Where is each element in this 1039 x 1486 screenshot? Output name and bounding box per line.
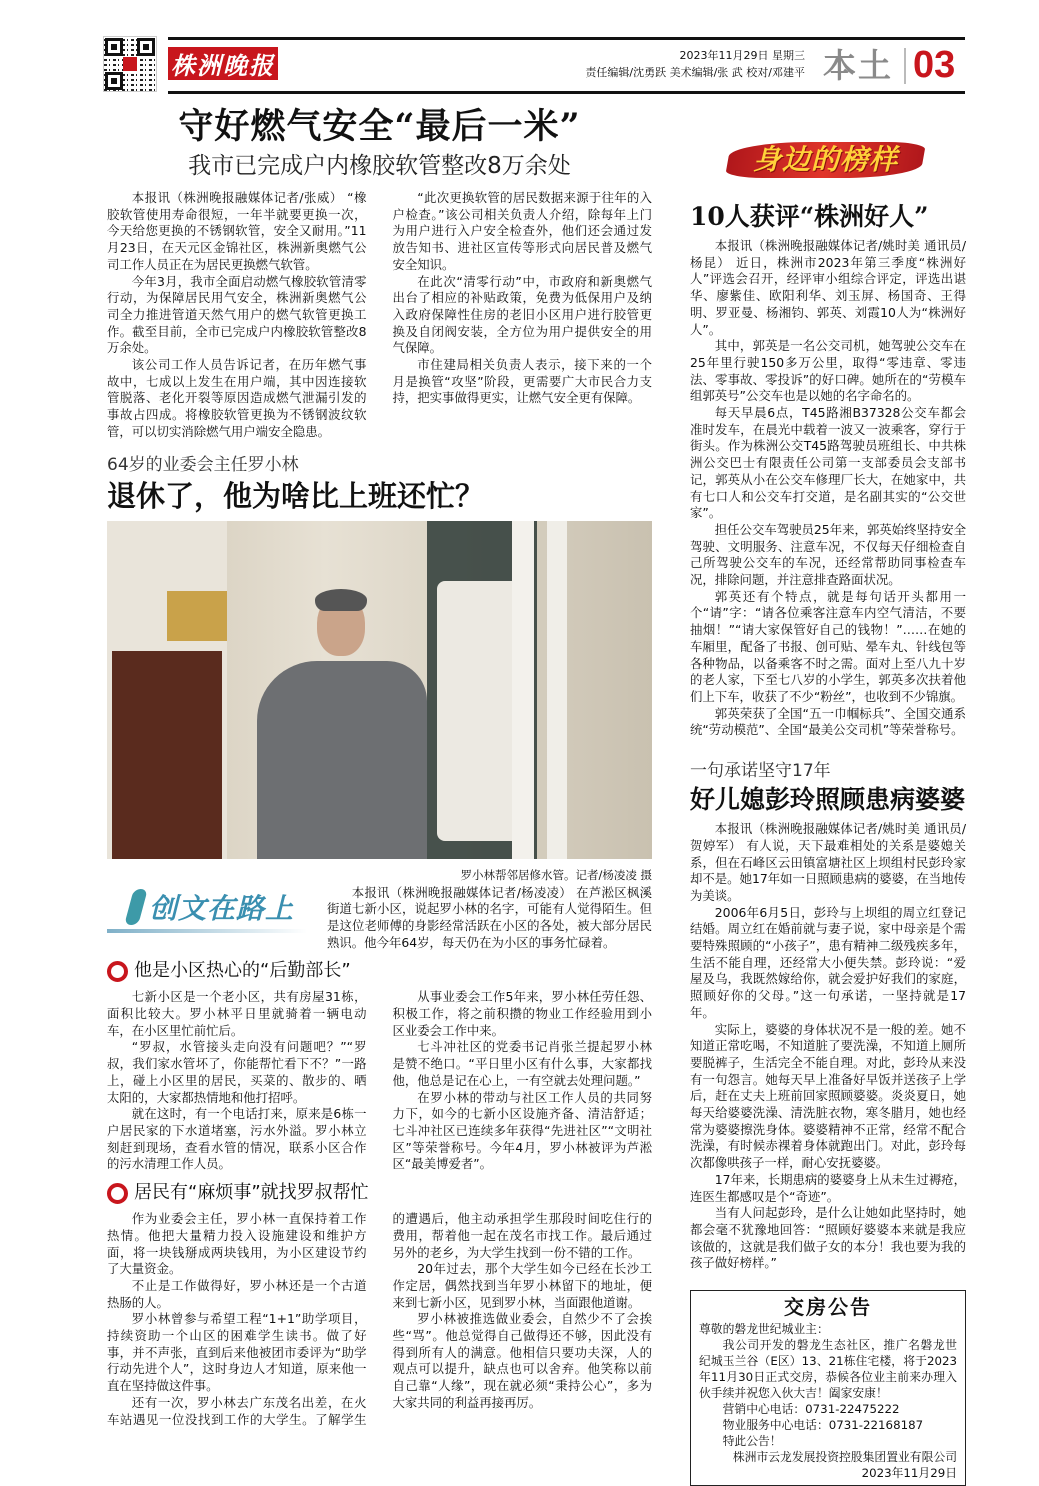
paragraph: 七新小区是一个老小区，共有房屋31栋，面积比较大。罗小林平日里就骑着一辆电动车，在小区里忙前忙后。 (107, 989, 367, 1038)
paragraph: “此次更换软管的居民数据来源于往年的入户检查。”该公司相关负责人介绍，除每年上门为用户进行入户安全检查外，他们还会通过发放告知书、进社区宣传等形式向居民普及燃气安全知识。 (392, 190, 652, 272)
notice-service-phone: 物业服务中心电话：0731-22168187 (722, 1418, 924, 1433)
notice-sales-phone: 营销中心电话：0731-22475222 (722, 1402, 900, 1417)
section-heading-2 (107, 1181, 652, 1205)
paragraph: 担任公交车驾驶员25年来，郭英始终坚持安全驾驶、文明服务、注意车况，不仅每天仔细检查自己所驾驶公交车的车况，还经常帮助同事检查车况，排除问题，并注意排查路面状况。 (690, 521, 966, 588)
section-divider (904, 48, 906, 84)
role-model-badge: 身边的榜样 (728, 134, 923, 186)
notice-closing: 特此公告！ (722, 1434, 782, 1449)
paragraph: 本报讯（株洲晚报融媒体记者/张威） “橡胶软管使用寿命很短，一年半就要更换一次，今天给您更换的不锈钢软管，安全又耐用。”11月23日，在天元区金锦社区，株洲新奥燃气公司工作人员正在为居民更换燃气软管。 (107, 190, 367, 272)
section-name: 本土 (823, 46, 893, 85)
paragraph: 罗小林被推选做业委会，自然少不了会挨些“骂”。他总觉得自己做得还不够，因此没有得到所有人的满意。他相信只要功夫深，人的观点可以提升，缺点也可以舍弃。他笑称以前自己靠“人缘”，现在就必须“秉持公心”，多为大家共同的利益再接再厉。 (392, 1311, 652, 1410)
paragraph: 每天早晨6点，T45路湘B37328公交车都会准时发车，在晨光中载着一波又一波乘客，穿行于街头。作为株洲公交T45路驾驶员班组长、中共株洲公交巴士有限责任公司第一支部委员会支部书记，郭英从小在公交车修理厂长大，在她家中，共有七口人和公交车打交道，是名副其实的“公交世家”。 (690, 405, 966, 521)
paragraph: 该公司工作人员告诉记者，在历年燃气事故中，七成以上发生在用户端，其中因连接软管脱落、老化开裂等原因造成燃气泄漏引发的事故占四成。将橡胶软管更换为不锈钢波纹软管，可以切实消除燃气用户端安全隐患。 (107, 357, 367, 439)
story1-headline: 10人获评“株洲好人” (690, 202, 929, 231)
column-logo-chuangwen: 创文在路上 (107, 885, 307, 937)
notice-body: 我公司开发的磐龙生态社区，推广名磐龙世纪城玉兰谷（E区）13、21栋住宅楼，将于2023年11月30日正式交房，恭候各位业主前来办理入伙手续并祝您入伙大吉！阖家安康！ (699, 1338, 957, 1401)
paragraph: 20年过去，那个大学生如今已经在长沙工作定居，偶然找到当年罗小林留下的地址，便来到七新小区，见到罗小林，当面跟他道谢。 (392, 1261, 652, 1310)
paragraph: 从事业委会工作5年来，罗小林任劳任怨、积极工作，将之前积攒的物业工作经验用到小区业委会工作中来。 (392, 989, 652, 1038)
paragraph: 本报讯（株洲晚报融媒体记者/杨凌凌） 在芦淞区枫溪街道七新小区，说起罗小林的名字，可能有人觉得陌生。但是这位老师傅的身影经常活跃在小区的各处，被大部分居民熟识。他今年64岁，每天仍在为小区的事务忙碌着。 (327, 884, 652, 950)
housing-notice-box (690, 1290, 966, 1486)
paragraph: 七斗冲社区的党委书记肖张兰提起罗小林是赞不绝口。“平日里小区有什么事，大家都找他，他总是记在心上，一有空就去处理问题。” (392, 1039, 652, 1088)
paragraph: 不止是工作做得好，罗小林还是一个古道热肠的人。 (107, 1277, 367, 1310)
paragraph: 市住建局相关负责人表示，接下来的一个月是换管“攻坚”阶段，更需要广大市民合力支持，把实事做得更实，让燃气安全更有保障。 (392, 357, 652, 406)
paragraph: 本报讯（株洲晚报融媒体记者/姚时美 通讯员/杨昆） 近日，株洲市2023年第三季度“株洲好人”评选会召开，经评审小组综合评定，评选出谌华、廖紫佳、欧阳利华、刘玉屏、杨国奇、王得明、罗亚曼、杨湘钧、郭英、刘霞10人为“株洲好人”。 (690, 238, 966, 337)
second-lead (327, 885, 652, 952)
story2-kicker: 一句承诺坚守17年 (690, 761, 831, 782)
lead-subheadline: 我市已完成户内橡胶软管整改8万余处 (188, 153, 571, 179)
paragraph: 还有一次，罗小林去广东茂名出差，在火车站遇见一位没找到工作的大学生。了解学生的遭遇后，他主动承担学生那段时间吃住行的费用，帮着他一起在茂名市找工作。最后通过另外的老乡，为大学生找到一份不错的工作。 (107, 1211, 652, 1427)
lead-headline: 守好燃气安全“最后一米” (178, 106, 581, 147)
section-heading-text: 居民有“麻烦事”就找罗叔帮忙 (134, 1182, 369, 1204)
notice-salutation: 尊敬的磐龙世纪城业主： (699, 1322, 829, 1337)
left-column (107, 104, 652, 1428)
notice-date: 2023年11月29日 (861, 1466, 957, 1481)
qr-code (103, 36, 157, 92)
right-column (690, 134, 966, 1486)
paragraph: 17年来，长期患病的婆婆身上从未生过褥疮，连医生都感叹是个“奇迹”。 (690, 1171, 966, 1204)
notice-title: 交房公告 (784, 1295, 872, 1320)
paragraph: 在罗小林的带动与社区工作人员的共同努力下，如今的七新小区设施齐备、清洁舒适；七斗冲社区已连续多年获得“先进社区”“文明社区”等荣誉称号。今年4月，罗小林被评为芦淞区“最美博爱者”。 (392, 1089, 652, 1172)
story1-body (690, 238, 966, 739)
photo-caption: 罗小林帮邻居修水管。记者/杨凌凌 摄 (460, 867, 652, 882)
section-2-body (107, 1211, 652, 1428)
paragraph: 在此次“清零行动”中，市政府和新奥燃气出台了相应的补贴政策，免费为低保用户及纳入政府保障性住房的老旧小区用户进行胶管更换及自闭阀安装，全方位为用户提供安全的用气保障。 (392, 273, 652, 356)
paragraph: 本报讯（株洲晚报融媒体记者/姚时美 通讯员/贺婷军） 有人说，天下最难相处的关系是婆媳关系，但在石峰区云田镇富塘社区上坝组村民彭玲家却不是。她17年如一日照顾患病的婆婆，在当地传为美谈。 (690, 821, 966, 903)
newspaper-logo: 株洲晚报 (168, 47, 278, 80)
notice-company: 株洲市云龙发展投资控股集团置业有限公司 (732, 1450, 957, 1465)
section-1-body (107, 989, 652, 1173)
paragraph: 郭英荣获了全国“五一巾帼标兵”、全国交通系统“劳动模范”、全国“最美公交司机”等荣誉称号。 (690, 705, 966, 738)
story2-headline: 好儿媳彭玲照顾患病婆婆 (690, 785, 966, 815)
page-number: 03 (913, 44, 956, 86)
circle-bullet-icon (107, 1183, 128, 1204)
masthead-bottom-rule (168, 91, 965, 94)
paragraph: 郭英还有个特点，就是每句话开头都用一个“请”字：“请各位乘客注意车内空气清洁，不要抽烟！”“请大家保管好自己的钱物！”……在她的车厢里，配备了书报、创可贴、晕车丸、针线包等各种物品，以备乘客不时之需。面对上至八九十岁的老人家，下至七八岁的小学生，郭英多次扶着他们上下车，收获了不少“粉丝”，也收到不少锦旗。 (690, 588, 966, 704)
paragraph: 实际上，婆婆的身体状况不是一般的差。她不知道正常吃喝，不知道脏了要洗澡，不知道上厕所要脱裤子，生活完全不能自理。对此，彭玲从来没有一句怨言。她每天早上准备好早饭并送孩子上学后，赶在丈夫上班前回家照顾婆婆。炎炎夏日，她每天给婆婆洗澡、清洗脏衣物，寒冬腊月，她也经常为婆婆擦洗身体。婆婆精神不正常，经常不配合洗澡，有时候赤裸着身体就跑出门。对此，彭玲每次都像哄孩子一样，耐心安抚婆婆。 (690, 1021, 966, 1171)
section-heading-text: 他是小区热心的“后勤部长” (134, 960, 351, 982)
section-heading-1 (107, 959, 652, 983)
circle-bullet-icon (107, 961, 128, 982)
story2-body (690, 821, 966, 1272)
paragraph: “罗叔，水管接头走向没有问题吧？”“罗叔，我们家水管坏了，你能帮忙看下不？”一路上，碰上小区里的居民，买菜的、散步的、晒太阳的，大家都热情地和他打招呼。 (107, 1039, 367, 1105)
paragraph: 今年3月，我市全面启动燃气橡胶软管清零行动，为保障居民用气安全，株洲新奥燃气公司全力推进管道天然气用户的燃气软管更换工作。截至目前，全市已完成户内橡胶软管整改8万余处。 (107, 273, 367, 356)
lead-article-body (107, 190, 652, 441)
paragraph: 罗小林曾参与希望工程“1+1”助学项目，持续资助一个山区的困难学生读书。做了好事，并不声张，直到后来他被团市委评为“助学行动先进个人”，这时身边人才知道，原来他一直在坚持做这件事。 (107, 1311, 367, 1394)
paragraph: 2006年6月5日，彭玲与上坝组的周立红登记结婚。周立红在婚前就与妻子说，家中母亲是个需要特殊照顾的“小孩子”，患有精神二级残疾多年，生活不能自理，还经常大小便失禁。彭玲说：“爱屋及乌，我既然嫁给你，就会爱护好我们的家庭，照顾好你的父母。”这一句承诺，一坚持就是17年。 (690, 904, 966, 1020)
second-headline: 退休了，他为啥比上班还忙？ (107, 478, 485, 513)
issue-date: 2023年11月29日 星期三 (679, 49, 805, 62)
editor-credits: 责任编辑/沈勇跃 美术编辑/张 武 校对/邓建平 (585, 66, 805, 79)
lead-row (107, 885, 652, 952)
paragraph: 作为业委会主任，罗小林一直保持着工作热情。他把大量精力投入设施建设和维护方面，将一块钱掰成两块钱用，为小区建设节约了大量资金。 (107, 1211, 367, 1277)
news-photo (107, 521, 652, 859)
masthead-top-rule (168, 37, 965, 40)
paragraph: 其中，郭英是一名公交司机，她驾驶公交车在25年里行驶150多万公里，取得“零违章、零违法、零事故、零投诉”的好口碑。她所在的“劳模车组郭英号”公交车也是以她的名字命名的。 (690, 338, 966, 404)
paragraph: 就在这时，有一个电话打来，原来是6栋一户居民家的下水道堵塞，污水外溢。罗小林立刻赶到现场，查看水管的情况，联系小区合作的污水清理工作人员。 (107, 1106, 367, 1172)
second-kicker: 64岁的业委会主任罗小林 (107, 454, 299, 475)
paragraph: 当有人问起彭玲，是什么让她如此坚持时，她都会毫不犹豫地回答：“照顾好婆婆本来就是我应该做的，这就是我们做子女的本分！我也要为我的孩子做好榜样。” (690, 1205, 966, 1271)
